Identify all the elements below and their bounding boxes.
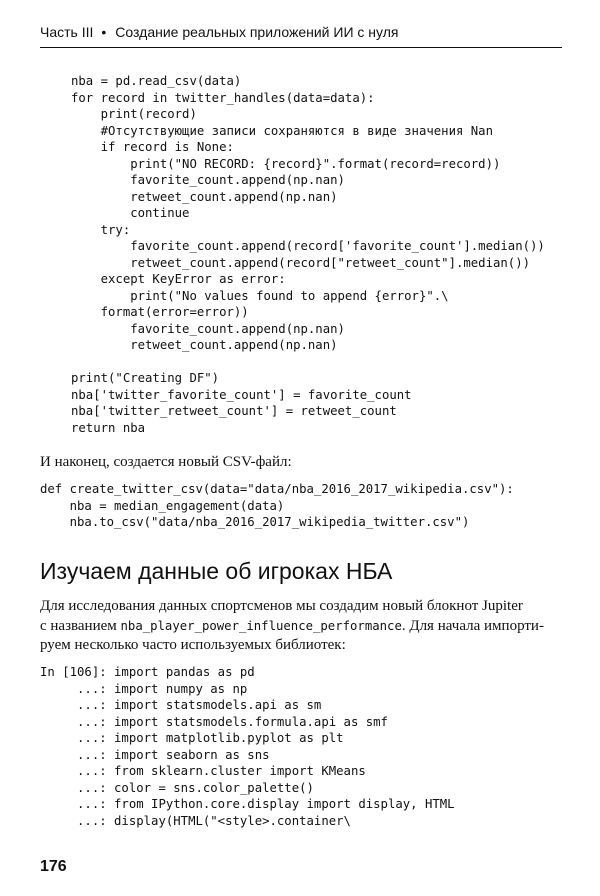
code-block-create-twitter-csv: def create_twitter_csv(data="data/nba_2016_2017_wikipedia.csv"): nba = median_engagement(data) nba.to_csv("data/nba_2016_2017_wikipedia_twitter.csv") xyxy=(40,482,514,529)
paragraph-line-3: руем несколько часто используемых библиотек: xyxy=(40,637,346,653)
chapter-title: Создание реальных приложений ИИ с нуля xyxy=(115,24,399,40)
section-heading: Изучаем данные об игроках НБА xyxy=(40,558,393,584)
running-header xyxy=(40,24,398,40)
part-label: Часть III xyxy=(40,24,94,40)
paragraph-line-2-end: . Для начала импорти- xyxy=(401,617,544,634)
page-number: 176 xyxy=(40,858,67,875)
paragraph-line-2-start: с названием xyxy=(40,617,121,634)
notebook-name: nba_player_power_influence_performance xyxy=(120,618,402,633)
paragraph-line-1: Для исследования данных спортсменов мы создадим новый блокнот Jupiter xyxy=(40,598,523,614)
bullet-separator: • xyxy=(101,24,107,40)
code-block-imports: In [106]: import pandas as pd ...: import numpy as np ...: import statsmodels.api as sm ...: import statsmodels.formula.api as smf ...: import matplotlib.pyplot as plt ...: import seaborn as sns ...: from sklearn.cluster import KMeans ...: color = sns.color_palette() ...: from IPython.core.display import display, HTML ...: display(HTML("<style>.container\ xyxy=(40,665,455,828)
code-block-median-engagement: nba = pd.read_csv(data) for record in twitter_handles(data=data): print(record) #Отсутствующие записи сохраняются в виде значения Nan if record is None: print("NO RECORD: {record}".format(record=record)) favorite_count.append(np.nan) retweet_count.append(np.nan) continue try: favorite_count.append(record['favorite_count'].median()) retweet_count.append(record["retweet_count"].median()) except KeyError as error: print("No values found to append {error}".\ format(error=error)) favorite_count.append(np.nan) retweet_count.append(np.nan) print("Creating DF") nba['twitter_favorite_count'] = favorite_count nba['twitter_retweet_count'] = retweet_count return nba xyxy=(71,74,545,435)
header-rule xyxy=(40,47,562,48)
paragraph-csv-intro: И наконец, создается новый CSV-файл: xyxy=(40,454,292,470)
paragraph-notebook-intro xyxy=(40,597,562,656)
